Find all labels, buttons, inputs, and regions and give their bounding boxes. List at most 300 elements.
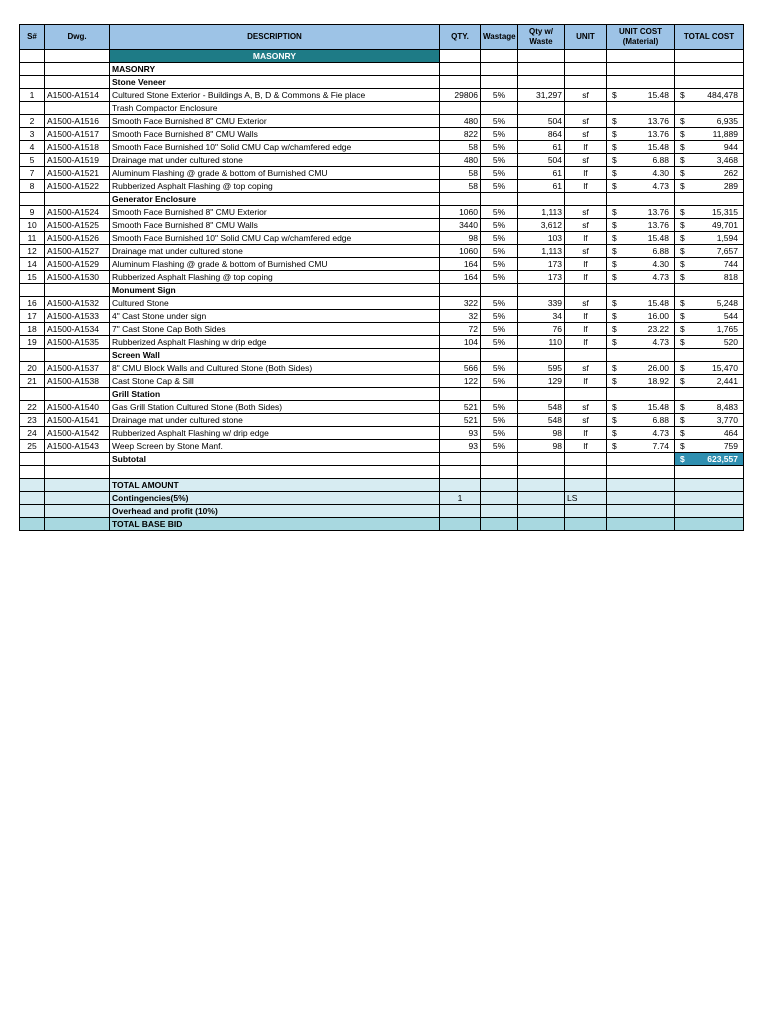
subtotal-value: [675, 453, 744, 466]
cell-total-cost: [675, 271, 744, 284]
currency-symbol: $: [680, 337, 685, 347]
cell-description: Weep Screen by Stone Manf.: [110, 440, 440, 453]
cell-dwg: A1500-A1537: [45, 362, 110, 375]
cell-unit-cost-value: 6.88: [652, 155, 669, 165]
cell-total-cost-value: 464: [723, 428, 738, 438]
subtotal-value-value: 623,557: [707, 454, 738, 464]
table-row: [20, 141, 744, 154]
currency-symbol: $: [680, 181, 685, 191]
currency-symbol: $: [612, 181, 617, 191]
currency-symbol: $: [680, 116, 685, 126]
cell-unit-cost-value: 23.22: [647, 324, 669, 334]
cell-qty-waste: 61: [518, 141, 565, 154]
currency-symbol: $: [680, 155, 685, 165]
cell-unit-cost: [607, 271, 675, 284]
cell-sn: 3: [20, 128, 45, 141]
cell-unit: lf: [565, 336, 607, 349]
cell-unit-cost: [607, 297, 675, 310]
cell-unit: lf: [565, 167, 607, 180]
currency-symbol: $: [680, 233, 685, 243]
col-header-unit-cost: [607, 25, 675, 50]
cell-sn: 5: [20, 154, 45, 167]
group-title: Monument Sign: [110, 284, 440, 297]
table-body: [20, 50, 744, 531]
total-base-bid-row: [20, 518, 744, 531]
cell-description: Cultured Stone: [110, 297, 440, 310]
cell-total-cost-value: 11,889: [712, 129, 738, 139]
currency-symbol: $: [680, 259, 685, 269]
cell-wastage: 5%: [481, 323, 518, 336]
currency-symbol: $: [680, 298, 685, 308]
cell-description: 7" Cast Stone Cap Both Sides: [110, 323, 440, 336]
cell-total-cost-value: 3,770: [716, 415, 738, 425]
cell-unit-cost: [607, 167, 675, 180]
cell-sn: 21: [20, 375, 45, 388]
cell-unit-cost-value: 6.88: [652, 415, 669, 425]
cell-unit-cost-value: 15.48: [647, 90, 669, 100]
cell-wastage: 5%: [481, 375, 518, 388]
cell-dwg: A1500-A1543: [45, 440, 110, 453]
cell-qty: 104: [440, 336, 481, 349]
cell-total-cost-value: 1,594: [716, 233, 738, 243]
cell-total-cost: [675, 128, 744, 141]
cell-dwg: A1500-A1522: [45, 180, 110, 193]
cell-total-cost-value: 544: [723, 311, 738, 321]
cell-unit-cost: [607, 414, 675, 427]
cell-dwg: A1500-A1540: [45, 401, 110, 414]
cell-total-cost: [675, 115, 744, 128]
cell-unit-cost: [607, 323, 675, 336]
cell-sn: 20: [20, 362, 45, 375]
cell-description: Rubberized Asphalt Flashing w/ drip edge: [110, 427, 440, 440]
table-row: [20, 180, 744, 193]
cell-qty-waste: 173: [518, 271, 565, 284]
cell-description: Smooth Face Burnished 10" Solid CMU Cap w/chamfered edge: [110, 141, 440, 154]
cell-unit-cost: [607, 154, 675, 167]
cell-unit-cost: [607, 128, 675, 141]
table-row: [20, 401, 744, 414]
table-row: [20, 206, 744, 219]
col-header-qty: QTY.: [440, 25, 481, 50]
cell-total-cost: [675, 362, 744, 375]
group-title: Generator Enclosure: [110, 193, 440, 206]
currency-symbol: $: [680, 324, 685, 334]
cell-total-cost-value: 15,470: [712, 363, 738, 373]
cell-description: Cultured Stone Exterior - Buildings A, B, D & Commons & Fie place: [110, 89, 440, 102]
cell-description: Smooth Face Burnished 10" Solid CMU Cap w/chamfered edge: [110, 232, 440, 245]
currency-symbol: $: [612, 116, 617, 126]
cell-total-cost: [675, 206, 744, 219]
cell-qty: 1060: [440, 245, 481, 258]
cell-qty: 72: [440, 323, 481, 336]
total-amount-row-label: TOTAL AMOUNT: [110, 479, 440, 492]
cell-unit: sf: [565, 89, 607, 102]
table-row: [20, 414, 744, 427]
currency-symbol: $: [680, 207, 685, 217]
cell-unit: lf: [565, 232, 607, 245]
table-row: [20, 115, 744, 128]
currency-symbol: $: [680, 376, 685, 386]
cell-unit-cost-value: 13.76: [647, 220, 669, 230]
cell-unit: sf: [565, 362, 607, 375]
spacer-row: [20, 466, 744, 479]
table-row: [20, 427, 744, 440]
table-row: [20, 167, 744, 180]
currency-symbol: $: [612, 415, 617, 425]
header-row: [20, 25, 744, 50]
currency-symbol: $: [612, 259, 617, 269]
subtotal-row: [20, 453, 744, 466]
cell-sn: 9: [20, 206, 45, 219]
cell-qty: 93: [440, 427, 481, 440]
cell-unit: lf: [565, 375, 607, 388]
cell-qty-waste: 76: [518, 323, 565, 336]
currency-symbol: $: [680, 168, 685, 178]
cell-total-cost-value: 15,315: [712, 207, 738, 217]
cell-unit-cost: [607, 401, 675, 414]
cell-wastage: 5%: [481, 310, 518, 323]
col-header-unit: UNIT: [565, 25, 607, 50]
currency-symbol: $: [680, 272, 685, 282]
cell-sn: 10: [20, 219, 45, 232]
currency-symbol: $: [612, 168, 617, 178]
table-row: [20, 440, 744, 453]
group-header-row: [20, 388, 744, 401]
cell-wastage: 5%: [481, 89, 518, 102]
cell-total-cost-value: 289: [723, 181, 738, 191]
currency-symbol: $: [612, 363, 617, 373]
estimate-table: [19, 24, 744, 531]
cell-unit-cost: [607, 89, 675, 102]
table-row: [20, 310, 744, 323]
currency-symbol: $: [680, 90, 685, 100]
currency-symbol: $: [612, 129, 617, 139]
currency-symbol: $: [612, 220, 617, 230]
cell-unit: sf: [565, 128, 607, 141]
cell-wastage: 5%: [481, 245, 518, 258]
cell-qty-waste: 339: [518, 297, 565, 310]
cell-unit: lf: [565, 440, 607, 453]
masonry-band-label: MASONRY: [110, 50, 440, 63]
cell-wastage: 5%: [481, 336, 518, 349]
currency-symbol: $: [680, 142, 685, 152]
cell-qty-waste: 110: [518, 336, 565, 349]
col-header-total-cost: TOTAL COST: [675, 25, 744, 50]
cell-dwg: A1500-A1532: [45, 297, 110, 310]
cell-qty-waste: 504: [518, 115, 565, 128]
cell-sn: 4: [20, 141, 45, 154]
currency-symbol: $: [680, 441, 685, 451]
total-amount-row: [20, 479, 744, 492]
cell-qty-waste: 98: [518, 440, 565, 453]
cell-sn: 7: [20, 167, 45, 180]
cell-sn: 19: [20, 336, 45, 349]
overhead-row-label: Overhead and profit (10%): [110, 505, 440, 518]
cell-total-cost-value: 744: [723, 259, 738, 269]
group-header-row: [20, 284, 744, 297]
table-row: [20, 245, 744, 258]
subtotal-label: Subtotal: [110, 453, 440, 466]
cell-total-cost-value: 49,701: [712, 220, 738, 230]
cell-unit-cost: [607, 141, 675, 154]
cell-qty: 164: [440, 258, 481, 271]
cell-wastage: 5%: [481, 115, 518, 128]
currency-symbol: $: [612, 402, 617, 412]
currency-symbol: $: [680, 220, 685, 230]
cell-dwg: A1500-A1527: [45, 245, 110, 258]
cell-total-cost: [675, 154, 744, 167]
group-title: Stone Veneer: [110, 76, 440, 89]
cell-unit-cost-value: 7.74: [652, 441, 669, 451]
overhead-row: [20, 505, 744, 518]
cell-total-cost: [675, 141, 744, 154]
cell-total-cost-value: 944: [723, 142, 738, 152]
table-row: [20, 258, 744, 271]
col-header-qty-waste-line1: Qty w/: [528, 27, 553, 36]
contingencies-row-qty: 1: [440, 492, 481, 505]
cell-wastage: 5%: [481, 219, 518, 232]
cell-qty-waste: 548: [518, 414, 565, 427]
cell-total-cost-value: 3,468: [716, 155, 738, 165]
cell-qty-waste: 504: [518, 154, 565, 167]
cell-wastage: 5%: [481, 401, 518, 414]
cell-unit-cost: [607, 310, 675, 323]
currency-symbol: $: [612, 142, 617, 152]
cell-total-cost: [675, 167, 744, 180]
cell-unit-cost-value: 13.76: [647, 129, 669, 139]
col-header-unit-cost-line2: (Material): [622, 37, 659, 46]
cell-unit: sf: [565, 154, 607, 167]
table-row: [20, 232, 744, 245]
cell-description: Drainage mat under cultured stone: [110, 245, 440, 258]
currency-symbol: $: [680, 363, 685, 373]
cell-qty: 164: [440, 271, 481, 284]
cell-description: Rubberized Asphalt Flashing @ top coping: [110, 271, 440, 284]
cell-qty-waste: 548: [518, 401, 565, 414]
currency-symbol: $: [680, 454, 685, 464]
cell-dwg: A1500-A1534: [45, 323, 110, 336]
cell-description: Gas Grill Station Cultured Stone (Both Sides): [110, 401, 440, 414]
cell-total-cost: [675, 245, 744, 258]
cell-sn: 17: [20, 310, 45, 323]
cell-sn: 15: [20, 271, 45, 284]
cell-wastage: 5%: [481, 271, 518, 284]
cell-qty-waste: 98: [518, 427, 565, 440]
cell-qty-waste: 173: [518, 258, 565, 271]
cell-total-cost: [675, 232, 744, 245]
cell-unit-cost-value: 15.48: [647, 233, 669, 243]
cell-qty: 32: [440, 310, 481, 323]
table-row: [20, 89, 744, 102]
contingencies-row-label: Contingencies(5%): [110, 492, 440, 505]
cell-dwg: A1500-A1524: [45, 206, 110, 219]
cell-unit: sf: [565, 401, 607, 414]
cell-wastage: 5%: [481, 362, 518, 375]
cell-unit-cost-value: 13.76: [647, 207, 669, 217]
cell-total-cost-value: 818: [723, 272, 738, 282]
table-row: [20, 219, 744, 232]
col-header-sn: S#: [20, 25, 45, 50]
section-title: MASONRY: [110, 63, 440, 76]
currency-symbol: $: [680, 402, 685, 412]
cell-total-cost: [675, 180, 744, 193]
cell-qty: 521: [440, 414, 481, 427]
col-header-qty-waste-line2: Waste: [529, 37, 553, 46]
cell-sn: 12: [20, 245, 45, 258]
cell-unit-cost: [607, 245, 675, 258]
cell-description: Rubberized Asphalt Flashing w drip edge: [110, 336, 440, 349]
col-header-qty-waste: [518, 25, 565, 50]
cell-wastage: 5%: [481, 232, 518, 245]
currency-symbol: $: [612, 337, 617, 347]
cell-dwg: A1500-A1521: [45, 167, 110, 180]
currency-symbol: $: [680, 129, 685, 139]
cell-unit: lf: [565, 271, 607, 284]
currency-symbol: $: [612, 272, 617, 282]
currency-symbol: $: [612, 298, 617, 308]
cell-dwg: A1500-A1542: [45, 427, 110, 440]
cell-unit-cost-value: 4.73: [652, 181, 669, 191]
currency-symbol: $: [612, 428, 617, 438]
col-header-unit-cost-line1: UNIT COST: [618, 27, 663, 36]
cell-total-cost-value: 8,483: [716, 402, 738, 412]
cell-unit-cost-value: 26.00: [647, 363, 669, 373]
cell-dwg: A1500-A1514: [45, 89, 110, 102]
currency-symbol: $: [612, 207, 617, 217]
currency-symbol: $: [680, 428, 685, 438]
cell-description: 4" Cast Stone under sign: [110, 310, 440, 323]
cell-description: Smooth Face Burnished 8" CMU Walls: [110, 128, 440, 141]
cell-unit-cost: [607, 375, 675, 388]
cell-total-cost: [675, 89, 744, 102]
cell-wastage: 5%: [481, 297, 518, 310]
cell-sn: 25: [20, 440, 45, 453]
masonry-band-row: [20, 50, 744, 63]
cell-total-cost-value: 2,441: [716, 376, 738, 386]
cell-total-cost: [675, 336, 744, 349]
cell-total-cost: [675, 258, 744, 271]
table-row: [20, 336, 744, 349]
cell-unit-cost: [607, 427, 675, 440]
cell-dwg: A1500-A1535: [45, 336, 110, 349]
cell-total-cost-value: 759: [723, 441, 738, 451]
cell-description: Smooth Face Burnished 8" CMU Exterior: [110, 115, 440, 128]
cell-unit: lf: [565, 258, 607, 271]
cell-unit: sf: [565, 115, 607, 128]
cell-wastage: 5%: [481, 154, 518, 167]
cell-total-cost: [675, 440, 744, 453]
cell-qty-waste: 34: [518, 310, 565, 323]
cell-unit: lf: [565, 141, 607, 154]
cell-sn: 11: [20, 232, 45, 245]
cell-unit-cost-value: 18.92: [647, 376, 669, 386]
cell-unit: lf: [565, 180, 607, 193]
cell-description: Aluminum Flashing @ grade & bottom of Burnished CMU: [110, 167, 440, 180]
currency-symbol: $: [612, 90, 617, 100]
col-header-wastage: Wastage: [481, 25, 518, 50]
currency-symbol: $: [612, 324, 617, 334]
cell-unit-cost-value: 4.73: [652, 337, 669, 347]
cell-qty-waste: 129: [518, 375, 565, 388]
cell-unit-cost: [607, 336, 675, 349]
cell-unit: sf: [565, 219, 607, 232]
cell-dwg: A1500-A1533: [45, 310, 110, 323]
cell-wastage: 5%: [481, 141, 518, 154]
cell-unit-cost: [607, 362, 675, 375]
cell-qty: 29806: [440, 89, 481, 102]
cell-total-cost-value: 1,765: [716, 324, 738, 334]
cell-sn: 23: [20, 414, 45, 427]
cell-qty: 521: [440, 401, 481, 414]
cell-qty: 58: [440, 180, 481, 193]
cell-unit: lf: [565, 427, 607, 440]
group-header-row: [20, 349, 744, 362]
cell-total-cost-value: 484,478: [707, 90, 738, 100]
group-header-row: [20, 76, 744, 89]
cell-total-cost-value: 7,657: [716, 246, 738, 256]
cell-description: Drainage mat under cultured stone: [110, 414, 440, 427]
cell-unit: lf: [565, 310, 607, 323]
cell-total-cost: [675, 219, 744, 232]
cell-qty: 58: [440, 167, 481, 180]
cell-unit-cost-value: 15.48: [647, 142, 669, 152]
total-base-bid-row-label: TOTAL BASE BID: [110, 518, 440, 531]
table-row: [20, 375, 744, 388]
cell-wastage: 5%: [481, 414, 518, 427]
table-row: [20, 362, 744, 375]
cell-description: 8" CMU Block Walls and Cultured Stone (Both Sides): [110, 362, 440, 375]
cell-unit-cost-value: 15.48: [647, 402, 669, 412]
cell-dwg: A1500-A1541: [45, 414, 110, 427]
cell-qty-waste: 3,612: [518, 219, 565, 232]
currency-symbol: $: [680, 246, 685, 256]
cell-unit-cost-value: 16.00: [647, 311, 669, 321]
cell-sn: 22: [20, 401, 45, 414]
cell-qty-waste: 61: [518, 167, 565, 180]
currency-symbol: $: [612, 376, 617, 386]
cell-description: Smooth Face Burnished 8" CMU Exterior: [110, 206, 440, 219]
col-header-description: DESCRIPTION: [110, 25, 440, 50]
cell-sn: 14: [20, 258, 45, 271]
cell-qty: 1060: [440, 206, 481, 219]
cell-dwg: A1500-A1525: [45, 219, 110, 232]
contingencies-row: [20, 492, 744, 505]
cell-total-cost: [675, 323, 744, 336]
cell-dwg: A1500-A1526: [45, 232, 110, 245]
cell-total-cost: [675, 401, 744, 414]
group-title: Grill Station: [110, 388, 440, 401]
cell-wastage: 5%: [481, 206, 518, 219]
cell-unit-cost-value: 13.76: [647, 116, 669, 126]
cell-qty-waste: 864: [518, 128, 565, 141]
cell-unit-cost-value: 15.48: [647, 298, 669, 308]
cell-unit-cost: [607, 232, 675, 245]
cell-total-cost-value: 5,248: [716, 298, 738, 308]
cell-wastage: 5%: [481, 128, 518, 141]
cell-qty: 98: [440, 232, 481, 245]
cell-dwg: A1500-A1517: [45, 128, 110, 141]
cell-dwg: A1500-A1518: [45, 141, 110, 154]
cell-unit: sf: [565, 245, 607, 258]
table-row: [20, 271, 744, 284]
cell-qty: 322: [440, 297, 481, 310]
cell-unit-cost-value: 6.88: [652, 246, 669, 256]
cell-description: Rubberized Asphalt Flashing @ top coping: [110, 180, 440, 193]
cell-unit-cost-value: 4.73: [652, 272, 669, 282]
cell-total-cost-value: 262: [723, 168, 738, 178]
cell-total-cost: [675, 414, 744, 427]
cell-qty: 3440: [440, 219, 481, 232]
